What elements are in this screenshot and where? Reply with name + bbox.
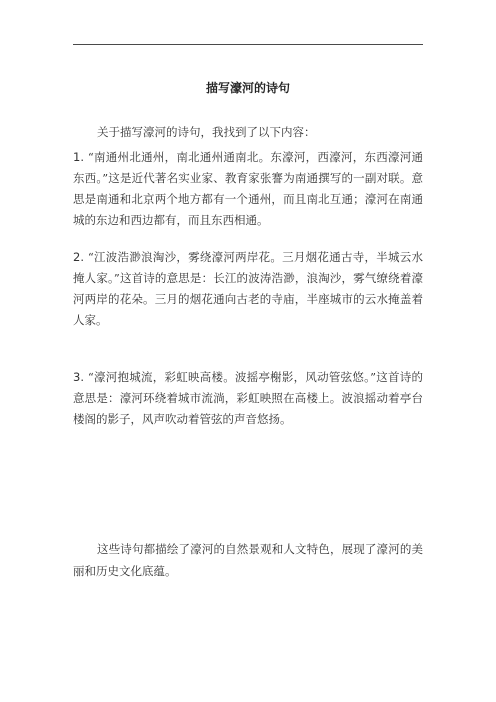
poem-item-2 bbox=[73, 247, 423, 331]
summary-paragraph: 这些诗句都描绘了濠河的自然景观和人文特色，展现了濠河的美丽和历史文化底蕴。 bbox=[73, 542, 423, 578]
poem-item-1 bbox=[73, 147, 423, 231]
item-text: “南通州北通州，南北通州通南北。东濠河，西濠河，东西濠河通东西。”这是近代著名实业家、教育家张謇为南通撰写的一副对联。意思是南通和北京两个地方都有一个通州，而且南北互通；濠河在南通城的东边和西边都有，而且东西相通。 bbox=[73, 150, 423, 227]
header-rule bbox=[73, 44, 423, 45]
item-text: “濠河抱城流，彩虹映高楼。波摇亭榭影，风动管弦悠。”这首诗的意思是：濠河环绕着城市流淌，彩虹映照在高楼上。波浪摇动着亭台楼阁的影子，风声吹动着管弦的声音悠扬。 bbox=[73, 370, 423, 426]
item-text: “江波浩渺浪淘沙，雾绕濠河两岸花。三月烟花通古寺，半城云水掩人家。”这首诗的意思是：长江的波涛浩渺，浪淘沙，雾气缭绕着濠河两岸的花朵。三月的烟花通向古老的寺庙，半座城市的云水掩盖着人家。 bbox=[73, 250, 423, 327]
document-title: 描写濠河的诗句 bbox=[205, 81, 290, 95]
item-number: 3. bbox=[73, 370, 84, 384]
item-number: 2. bbox=[73, 250, 84, 264]
item-number: 1. bbox=[73, 150, 84, 164]
poem-item-3 bbox=[73, 367, 423, 430]
intro-paragraph: 关于描写濠河的诗句，我找到了以下内容： bbox=[97, 125, 316, 139]
